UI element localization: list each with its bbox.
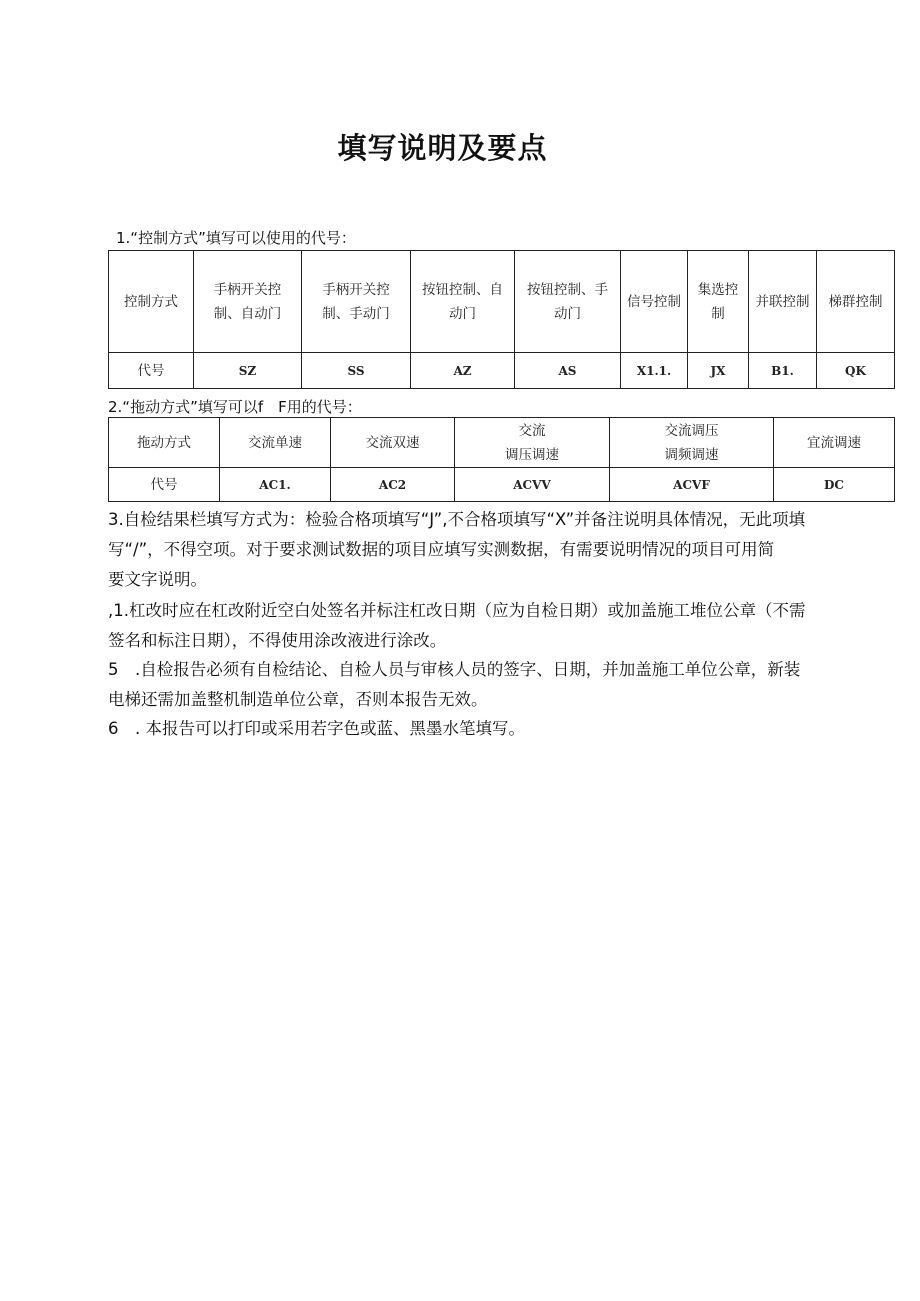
code-cell: AZ (411, 353, 515, 389)
drive-mode-label: 拖动方式 (109, 418, 220, 468)
control-mode-cell: 按钮控制、手 动门 (515, 251, 621, 353)
note-line: 3.自检结果栏填写方式为：检验合格项填写“J”,不合格项填写“X”并备注说明具体情况，无此项填 (108, 510, 806, 529)
code-cell: DC (774, 468, 895, 502)
code-label: 代号 (109, 468, 220, 502)
drive-code-row (109, 468, 895, 502)
control-mode-cell: 按钮控制、自 动门 (411, 251, 515, 353)
drive-mode-cell: 交流双速 (331, 418, 455, 468)
control-mode-row (109, 251, 895, 353)
note-6 (108, 714, 898, 744)
drive-mode-row (109, 418, 895, 468)
code-cell: SS (302, 353, 411, 389)
drive-mode-cell: 交流单速 (220, 418, 331, 468)
code-cell: AC1. (220, 468, 331, 502)
note-line: 电梯还需加盖整机制造单位公章，否则本报告无效。 (108, 690, 488, 709)
control-mode-cell: 集选控 制 (688, 251, 749, 353)
code-cell: AS (515, 353, 621, 389)
page-title: 填写说明及要点 (337, 131, 548, 165)
code-cell: B1. (749, 353, 817, 389)
code-cell: X1.1. (621, 353, 688, 389)
control-mode-cell: 并联控制 (749, 251, 817, 353)
drive-mode-cell: 交流 调压调速 (455, 418, 610, 468)
note-4 (108, 596, 898, 656)
section1-heading: 1.“控制方式”填写可以使用的代号： (116, 229, 356, 247)
section2-heading: 2.“拖动方式”填写可以f F用的代号： (108, 398, 362, 416)
note-line: ,1.杠改时应在杠改附近空白处签名并标注杠改日期（应为自检日期）或加盖施工堆位公章（不需 (108, 601, 806, 620)
note-line: 6 . 本报告可以打印或采用若字色或蓝、黑墨水笔填写。 (108, 719, 525, 738)
note-line: 要文字说明。 (108, 570, 207, 589)
note-5 (108, 655, 898, 715)
note-line: 签名和标注日期），不得使用涂改液进行涂改。 (108, 631, 447, 650)
code-label: 代号 (109, 353, 194, 389)
control-mode-cell: 梯群控制 (817, 251, 895, 353)
control-mode-cell: 手柄开关控 制、手动门 (302, 251, 411, 353)
code-cell: ACVF (610, 468, 774, 502)
control-mode-cell: 信号控制 (621, 251, 688, 353)
control-mode-table (108, 250, 895, 389)
control-mode-cell: 手柄开关控 制、自动门 (194, 251, 302, 353)
note-3 (108, 505, 898, 595)
note-line: 写“/”，不得空项。对于要求测试数据的项目应填写实测数据，有需要说明情况的项目可用简 (108, 540, 775, 559)
control-mode-label: 控制方式 (109, 251, 194, 353)
code-cell: AC2 (331, 468, 455, 502)
code-cell: ACVV (455, 468, 610, 502)
code-cell: SZ (194, 353, 302, 389)
control-code-row (109, 353, 895, 389)
code-cell: JX (688, 353, 749, 389)
code-cell: QK (817, 353, 895, 389)
drive-mode-cell: 宜流调速 (774, 418, 895, 468)
drive-mode-table (108, 417, 895, 502)
note-line: 5 .自检报告必须有自检结论、自检人员与审核人员的签字、日期，并加盖施工单位公章，新装 (108, 660, 801, 679)
drive-mode-cell: 交流调压 调频调速 (610, 418, 774, 468)
